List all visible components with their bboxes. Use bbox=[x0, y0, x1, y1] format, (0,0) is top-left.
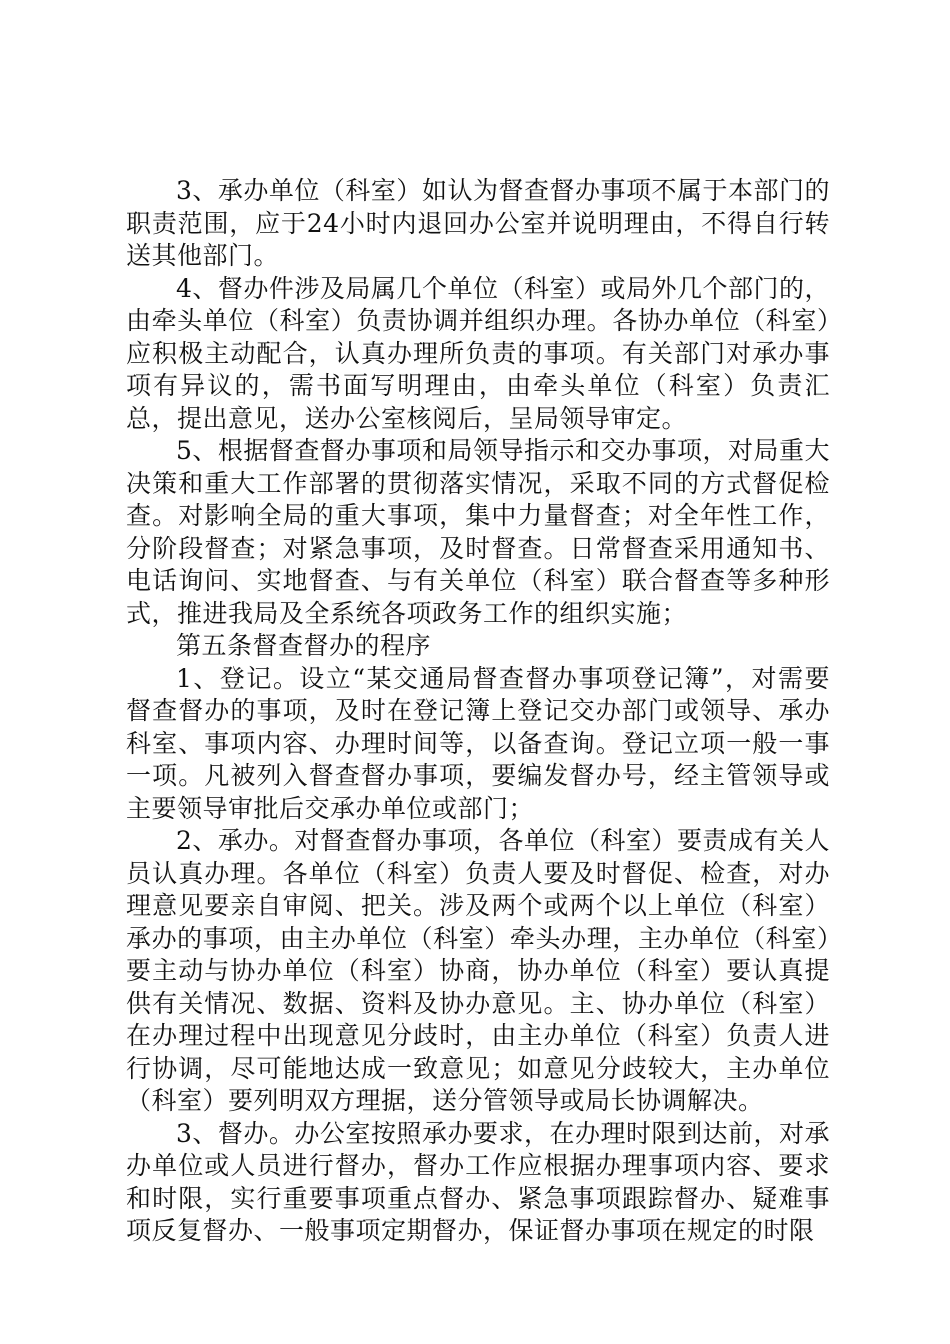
document-body bbox=[126, 175, 830, 1248]
paragraph-step-2-handling: 2、承办。对督查督办事项，各单位（科室）要责成有关人员认真办理。各单位（科室）负责人要及时督促、检查，对办理意见要亲自审阅、把关。涉及两个或两个以上单位（科室）承办的事项，由主办单位（科室）牵头办理，主办单位（科室）要主动与协办单位（科室）协商，协办单位（科室）要认真提供有关情况、数据、资料及协办意见。主、协办单位（科室）在办理过程中出现意见分歧时，由主办单位（科室）负责人进行协调，尽可能地达成一致意见；如意见分歧较大，主办单位（科室）要列明双方理据，送分管领导或局长协调解决。 bbox=[126, 826, 830, 1115]
paragraph-step-1-registration: 1、登记。设立“某交通局督查督办事项登记簿”，对需要督查督办的事项，及时在登记簿上登记交办部门或领导、承办科室、事项内容、办理时间等，以备查询。登记立项一般一事一项。凡被列入督查督办事项，要编发督办号，经主管领导或主要领导审批后交承办单位或部门； bbox=[126, 663, 830, 823]
paragraph-item-3-referral: 3、承办单位（科室）如认为督查督办事项不属于本部门的职责范围，应于24小时内退回办公室并说明理由，不得自行转送其他部门。 bbox=[126, 176, 830, 270]
article-5-heading: 第五条督查督办的程序 bbox=[176, 631, 432, 660]
paragraph-step-3-supervision: 3、督办。办公室按照承办要求，在办理时限到达前，对承办单位或人员进行督办，督办工作应根据办理事项内容、要求和时限，实行重要事项重点督办、紧急事项跟踪督办、疑难事项反复督办、一般事项定期督办，保证督办事项在规定的时限 bbox=[126, 1118, 830, 1245]
paragraph-item-4-coordination: 4、督办件涉及局属几个单位（科室）或局外几个部门的，由牵头单位（科室）负责协调并组织办理。各协办单位（科室）应积极主动配合，认真办理所负责的事项。有关部门对承办事项有异议的，需书面写明理由，由牵头单位（科室）负责汇总，提出意见，送办公室核阅后，呈局领导审定。 bbox=[126, 273, 830, 433]
paragraph-item-5-inspection: 5、根据督查督办事项和局领导指示和交办事项，对局重大决策和重大工作部署的贯彻落实情况，采取不同的方式督促检查。对影响全局的重大事项，集中力量督查；对全年性工作，分阶段督查；对紧急事项，及时督查。日常督查采用通知书、电话询问、实地督查、与有关单位（科室）联合督查等多种形式，推进我局及全系统各项政务工作的组织实施； bbox=[126, 436, 830, 628]
